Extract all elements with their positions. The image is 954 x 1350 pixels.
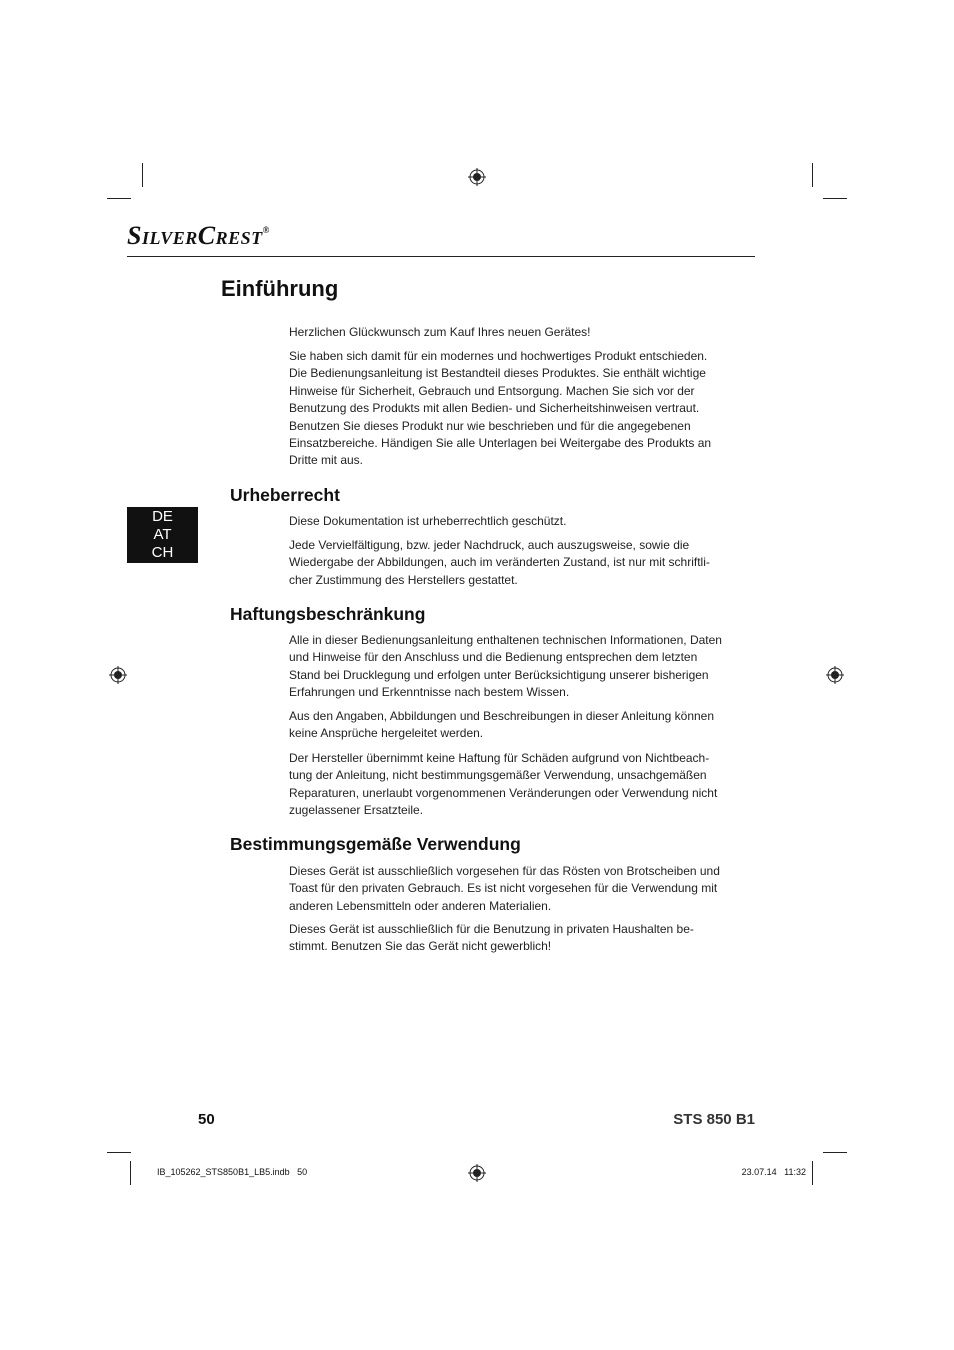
registered-mark: ®	[262, 225, 270, 235]
language-code-ch: CH	[151, 544, 174, 561]
language-tab	[127, 507, 198, 563]
text-line: anderen Lebensmitteln oder anderen Materialien.	[289, 898, 552, 913]
text-line: und Hinweise für den Anschluss und die Bedienung entsprechen dem letzten	[289, 650, 698, 665]
section-heading-intended-use: Bestimmungsgemäße Verwendung	[230, 834, 521, 854]
liability-paragraph-1	[289, 632, 739, 702]
text-line: Stand bei Drucklegung und erfolgen unter Berücksichtigung unserer bisherigen	[289, 667, 709, 682]
text-line: Alle in dieser Bedienungsanleitung enthaltenen technischen Informationen, Daten	[289, 633, 722, 647]
text-line: cher Zustimmung des Herstellers gestattet.	[289, 572, 518, 587]
text-line: Dritte mit aus.	[289, 453, 364, 468]
text-line: Dieses Gerät ist ausschließlich vorgesehen für das Rösten von Brotscheiben und	[289, 864, 720, 878]
file-slug: IB_105262_STS850B1_LB5.indb 50	[157, 1167, 308, 1177]
text-line: Sie haben sich damit für ein modernes und hochwertiges Produkt entschieden.	[289, 349, 708, 363]
model-number: STS 850 B1	[673, 1111, 755, 1128]
liability-paragraph-3	[289, 750, 739, 820]
brand-logo	[127, 221, 270, 251]
intended-use-paragraph-1	[289, 863, 739, 915]
copyright-paragraph-1: Diese Dokumentation ist urheberrechtlich geschützt.	[289, 514, 567, 528]
intended-use-paragraph-2	[289, 921, 739, 956]
crop-mark	[107, 1152, 131, 1153]
section-heading-liability: Haftungsbeschränkung	[230, 604, 426, 624]
copyright-paragraph-2	[289, 537, 739, 589]
text-line: zugelassener Ersatzteile.	[289, 803, 424, 818]
crop-mark	[812, 1161, 813, 1185]
crop-mark	[823, 198, 847, 199]
header-rule	[127, 256, 755, 257]
text-line: tung der Anleitung, nicht bestimmungsgemäßer Verwendung, unsachgemäßen	[289, 768, 707, 783]
section-heading-copyright: Urheberrecht	[230, 485, 340, 505]
text-line: Einsatzbereiche. Händigen Sie alle Unterlagen bei Weitergabe des Produkts an	[289, 436, 712, 451]
language-code-de: DE	[152, 508, 173, 525]
intro-paragraph-2	[289, 348, 739, 470]
brand-name: SilverCrest	[127, 221, 263, 250]
crop-mark	[823, 1152, 847, 1153]
print-timestamp: 23.07.14 11:32	[741, 1167, 806, 1177]
text-line: stimmt. Benutzen Sie das Gerät nicht gewerblich!	[289, 939, 552, 954]
text-line: Toast für den privaten Gebrauch. Es ist nicht vorgesehen für die Verwendung mit	[289, 881, 718, 896]
text-line: Dieses Gerät ist ausschließlich für die Benutzung in privaten Haushalten be-	[289, 922, 694, 936]
text-line: Benutzen Sie dieses Produkt nur wie beschrieben und für die angegebenen	[289, 418, 691, 433]
text-line: Der Hersteller übernimmt keine Haftung für Schäden aufgrund von Nichtbeach-	[289, 751, 710, 765]
text-line: Wiedergabe der Abbildungen, auch im veränderten Zustand, ist nur mit schriftli-	[289, 555, 710, 570]
registration-mark-icon	[468, 1164, 486, 1182]
text-line: Erfahrungen und Erkenntnisse nach bestem Wissen.	[289, 685, 570, 700]
text-line: Hinweise für Sicherheit, Gebrauch und Entsorgung. Machen Sie sich vor der	[289, 383, 695, 398]
language-code-at: AT	[153, 526, 172, 543]
intro-paragraph-1: Herzlichen Glückwunsch zum Kauf Ihres neuen Gerätes!	[289, 325, 591, 339]
crop-mark	[107, 198, 131, 199]
page-title: Einführung	[221, 276, 339, 301]
text-line: Benutzung des Produkts mit allen Bedien- und Sicherheitshinweisen vertraut.	[289, 401, 700, 416]
text-line: Jede Vervielfältigung, bzw. jeder Nachdruck, auch auszugsweise, sowie die	[289, 538, 690, 552]
text-line: Reparaturen, unerlaubt vorgenommenen Veränderungen oder Verwendung nicht	[289, 785, 718, 800]
crop-mark	[142, 163, 143, 187]
crop-mark	[812, 163, 813, 187]
text-line: keine Ansprüche hergeleitet werden.	[289, 726, 484, 741]
page-number: 50	[198, 1111, 215, 1128]
registration-mark-icon	[826, 666, 844, 684]
crop-mark	[130, 1161, 131, 1185]
liability-paragraph-2	[289, 708, 739, 743]
registration-mark-icon	[109, 666, 127, 684]
text-line: Aus den Angaben, Abbildungen und Beschreibungen in dieser Anleitung können	[289, 709, 715, 723]
registration-mark-icon	[468, 168, 486, 186]
text-line: Die Bedienungsanleitung ist Bestandteil dieses Produktes. Sie enthält wichtige	[289, 366, 706, 381]
